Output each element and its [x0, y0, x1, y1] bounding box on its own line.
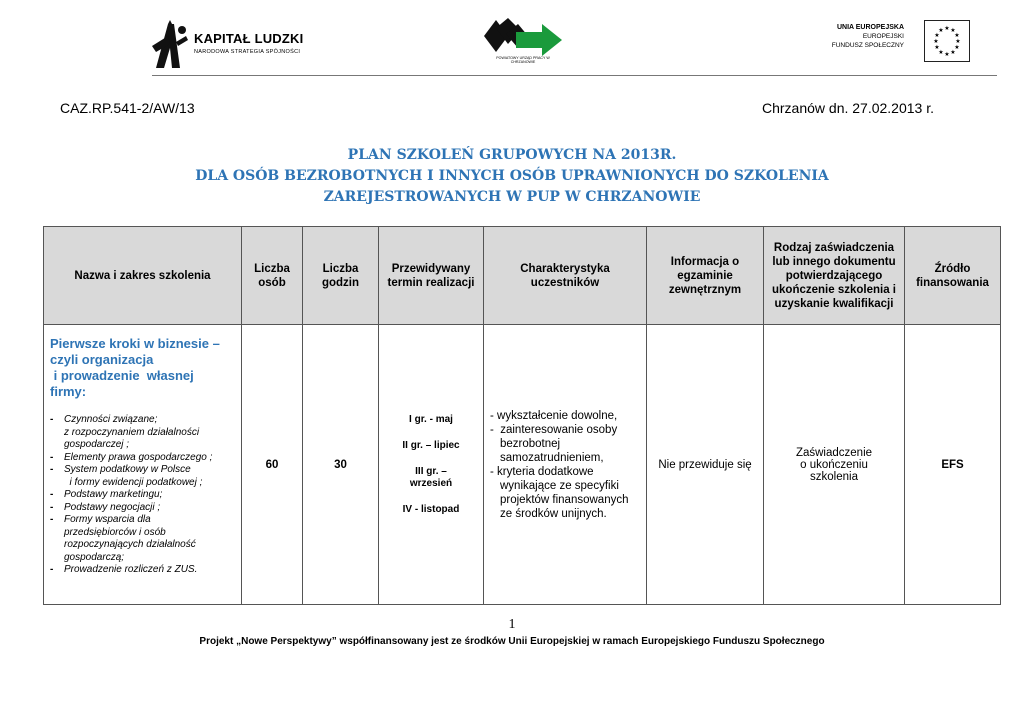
header-persons: Liczba osób — [242, 227, 303, 325]
characteristic-line: ze środków unijnych. — [500, 507, 607, 520]
term-cell — [379, 325, 484, 605]
certificate-line: szkolenia — [810, 470, 858, 483]
header-funding: Źródło finansowania — [905, 227, 1001, 325]
svg-text:★: ★ — [934, 44, 940, 51]
characteristic-line: - kryteria dodatkowe — [490, 465, 594, 478]
course-title-line: czyli organizacja — [50, 352, 154, 367]
course-topics — [50, 414, 235, 577]
characteristics-cell — [484, 325, 647, 605]
eu-logo — [818, 20, 972, 62]
topic-item — [50, 452, 235, 465]
document-reference: CAZ.RP.541-2/AW/13 — [60, 100, 195, 116]
term-item: III gr. – — [415, 465, 447, 477]
table-row — [44, 325, 1001, 605]
topic-item — [50, 414, 235, 452]
eu-line-3: FUNDUSZ SPOŁECZNY — [831, 42, 904, 49]
term-list — [380, 414, 482, 516]
document-title-line-2: DLA OSÓB BEZROBOTNYCH I INNYCH OSÓB UPRAWNIONYCH DO SZKOLENIA — [195, 168, 829, 184]
pup-logo — [482, 16, 566, 66]
training-plan-table — [43, 226, 1001, 605]
pup-emblem-icon — [482, 16, 566, 56]
topic-line: gospodarczej ; — [64, 439, 130, 450]
term-item: I gr. - maj — [409, 413, 453, 425]
characteristic-line: - wykształcenie dowolne, — [490, 409, 618, 422]
document-title-line-1: PLAN SZKOLEŃ GRUPOWYCH NA 2013R. — [347, 147, 677, 163]
eu-logo-text — [832, 23, 904, 50]
svg-text:★: ★ — [950, 49, 956, 56]
characteristic-line: samozatrudnieniem, — [500, 451, 604, 464]
header-divider — [152, 75, 997, 76]
characteristics-list — [490, 409, 640, 521]
kapital-ludzki-emblem-icon — [150, 18, 190, 70]
certificate-line: Zaświadczenie — [795, 446, 873, 459]
course-title-line: i prowadzenie własnej — [50, 368, 194, 383]
eu-line-2: EUROPEJSKI — [862, 33, 904, 40]
term-item: II gr. – lipiec — [402, 439, 460, 451]
topic-item — [50, 502, 235, 515]
topic-line: - Podstawy negocjacji ; — [64, 501, 161, 513]
term-item: IV - listopad — [402, 503, 460, 515]
topic-item — [50, 564, 235, 577]
funding-cell: EFS — [905, 325, 1001, 605]
topic-item — [50, 514, 235, 564]
header-exam: Informacja o egzaminie zewnętrznym — [647, 227, 764, 325]
svg-text:★: ★ — [944, 51, 950, 58]
pup-logo-text: POWIATOWY URZĄD PRACY W CHRZANOWIE — [496, 56, 550, 64]
topic-item — [50, 489, 235, 502]
topic-line: - System podatkowy w Polsce — [64, 464, 191, 475]
eu-flag-icon — [924, 20, 970, 62]
topic-line: - Elementy prawa gospodarczego ; — [64, 451, 213, 463]
course-title — [50, 336, 235, 400]
eu-line-1: UNIA EUROPEJSKA — [836, 24, 904, 31]
topic-line: - Podstawy marketingu; — [64, 489, 163, 500]
course-cell — [44, 325, 242, 605]
svg-text:★: ★ — [955, 38, 961, 45]
topic-line: przedsiębiorców i osób — [64, 526, 166, 538]
hours-cell: 30 — [303, 325, 379, 605]
topic-line: - Formy wsparcia dla — [64, 514, 151, 525]
persons-cell: 60 — [242, 325, 303, 605]
svg-text:★: ★ — [950, 27, 956, 34]
topic-line: i formy ewidencji podatkowej ; — [64, 476, 203, 488]
page-number: 1 — [508, 617, 516, 632]
certificate-line: o ukończeniu — [800, 458, 868, 471]
course-title-line: firmy: — [50, 384, 87, 399]
characteristic-line: - zainteresowanie osoby — [490, 423, 618, 436]
characteristic-line: wynikające ze specyfiki — [500, 479, 619, 492]
document-title-line-3: ZAREJESTROWANYCH W PUP W CHRZANOWIE — [323, 189, 701, 205]
svg-text:★: ★ — [954, 44, 960, 51]
topic-item — [50, 464, 235, 489]
exam-cell: Nie przewiduje się — [647, 325, 764, 605]
characteristic-line: projektów finansowanych — [500, 493, 629, 506]
kapital-ludzki-logo — [150, 18, 310, 70]
kapital-ludzki-title: KAPITAŁ LUDZKI — [194, 31, 304, 46]
svg-text:★: ★ — [938, 27, 944, 34]
topic-line: rozpoczynających działalność — [64, 539, 196, 550]
header-characteristics: Charakterystyka uczestników — [484, 227, 647, 325]
topic-line: - Czynności związane; — [64, 414, 158, 425]
topic-line: z rozpoczynaniem działalności — [64, 426, 200, 438]
course-title-line: Pierwsze kroki w biznesie – — [50, 336, 220, 351]
characteristic-line: bezrobotnej — [500, 437, 561, 450]
header-name: Nazwa i zakres szkolenia — [44, 227, 242, 325]
place-and-date: Chrzanów dn. 27.02.2013 r. — [761, 100, 934, 116]
svg-text:★: ★ — [944, 25, 950, 32]
certificate-cell — [764, 325, 905, 605]
term-item: wrzesień — [409, 477, 453, 489]
svg-text:★: ★ — [954, 32, 960, 39]
kapital-ludzki-subtitle: NARODOWA STRATEGIA SPÓJNOŚCI — [194, 49, 301, 55]
topic-line: - Prowadzenie rozliczeń z ZUS. — [64, 564, 198, 575]
topic-line: gospodarczą; — [64, 551, 125, 563]
header-hours: Liczba godzin — [303, 227, 379, 325]
svg-text:★: ★ — [934, 32, 940, 39]
footer-text: Projekt „Nowe Perspektywy” współfinansowany jest ze środków Unii Europejskiej w ramach Europejskiego Funduszu Społecznego — [199, 636, 825, 647]
table-header-row — [44, 227, 1001, 325]
header-term: Przewidywany termin realizacji — [379, 227, 484, 325]
svg-text:★: ★ — [938, 49, 944, 56]
svg-text:★: ★ — [933, 38, 939, 45]
header-certificate: Rodzaj zaświadczenia lub innego dokumentu potwierdzającego ukończenie szkolenia i uzyskanie kwalifikacji — [764, 227, 905, 325]
